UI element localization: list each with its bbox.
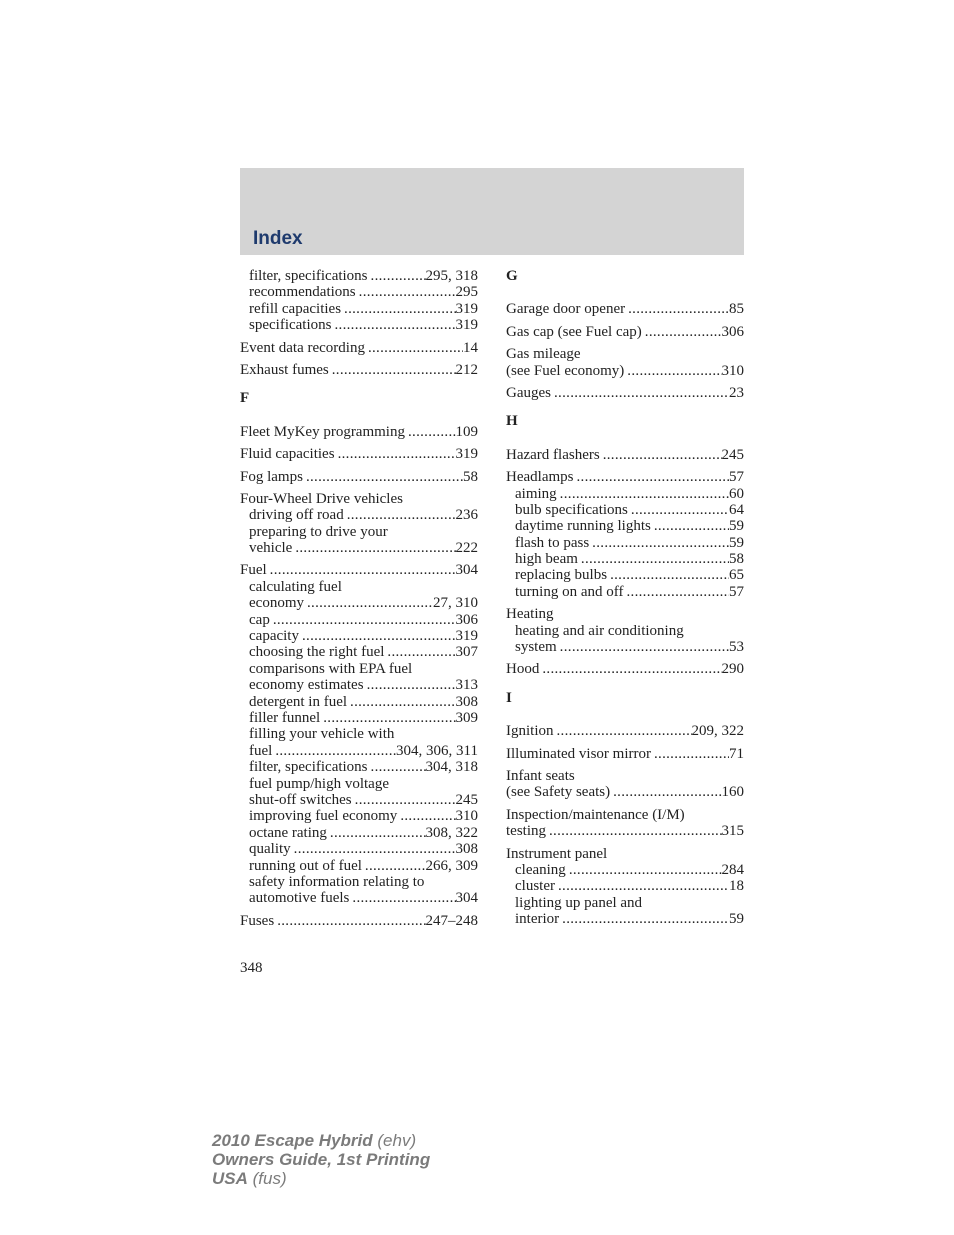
index-entry [240, 562, 478, 906]
entry-page-ref: 313 [455, 677, 478, 694]
index-entry [506, 661, 744, 677]
index-subentry-line [240, 694, 478, 710]
index-subentry-line [240, 644, 478, 660]
dot-leader [330, 825, 426, 841]
index-entry [240, 491, 478, 557]
entry-term: choosing the right fuel [249, 644, 385, 661]
index-section-letter: G [506, 268, 518, 284]
index-section-letter: F [240, 390, 250, 407]
index-subentry-line [240, 743, 478, 759]
entry-page-ref: 14 [463, 339, 478, 356]
index-entry [240, 913, 478, 929]
index-entry-line [506, 768, 744, 784]
index-subentry-line [240, 507, 478, 523]
dot-leader [610, 567, 729, 583]
dot-leader [371, 268, 426, 284]
index-subentry-line [240, 759, 478, 775]
entry-page-ref: 212 [455, 361, 478, 378]
entry-page-ref: 304 [455, 562, 478, 579]
index-entry-line [240, 340, 478, 356]
index-subentry-line [240, 661, 478, 677]
index-subentry-line [506, 862, 744, 878]
index-column-left [240, 268, 478, 935]
dot-leader [338, 446, 456, 462]
entry-page-ref: 58 [463, 468, 478, 485]
entry-term: comparisons with EPA fuel [249, 660, 413, 677]
entry-page-ref: 309 [455, 709, 478, 726]
index-section-letter: I [506, 689, 512, 706]
entry-page-ref: 290 [721, 661, 744, 678]
entry-page-ref: 308 [455, 693, 478, 710]
index-subentry-line [240, 628, 478, 644]
entry-term: economy [249, 595, 304, 612]
entry-page-ref: 160 [721, 784, 744, 801]
dot-leader [275, 743, 396, 759]
index-entry [240, 446, 478, 462]
entry-page-ref: 307 [455, 644, 478, 661]
index-entry [506, 385, 744, 401]
index-entry [506, 723, 744, 739]
index-subentry-line [506, 895, 744, 911]
index-entry-line [506, 807, 744, 823]
index-entry-line [240, 469, 478, 485]
entry-term: Fuses [240, 912, 275, 929]
index-entry-line [506, 301, 744, 317]
index-subentry-line [240, 841, 478, 857]
entry-term: Fluid capacities [240, 446, 335, 463]
entry-page-ref: 245 [455, 791, 478, 808]
entry-page-ref: 310 [721, 362, 744, 379]
entry-page-ref: 319 [455, 446, 478, 463]
entry-term: fuel [249, 742, 273, 759]
index-entry-line [506, 324, 744, 340]
entry-term: Garage door opener [506, 301, 626, 318]
entry-term: daytime running lights [515, 518, 651, 535]
entry-page-ref: 306 [455, 611, 478, 628]
entry-term: detergent in fuel [249, 693, 348, 710]
entry-term: bulb specifications [515, 501, 628, 518]
index-subentry-line [506, 567, 744, 583]
index-subentry-line [506, 911, 744, 927]
entry-page-ref: 304 [455, 890, 478, 907]
entry-term: replacing bulbs [515, 567, 608, 584]
index-subentry-line [506, 878, 744, 894]
entry-page-ref: 59 [729, 911, 744, 928]
entry-page-ref: 58 [729, 551, 744, 568]
index-entry-line [506, 723, 744, 739]
entry-page-ref: 295, 318 [425, 268, 478, 284]
entry-term: Illuminated visor mirror [506, 745, 651, 762]
entry-term: Fog lamps [240, 468, 303, 485]
index-subentry-line [240, 677, 478, 693]
dot-leader [371, 759, 426, 775]
entry-term: interior [515, 911, 560, 928]
index-entry-line [240, 446, 478, 462]
index-entry-line [240, 562, 478, 578]
dot-leader [592, 535, 729, 551]
dot-leader [334, 317, 455, 333]
index-entry-line [506, 846, 744, 862]
dot-leader [549, 823, 722, 839]
entry-term: Ignition [506, 723, 554, 740]
entry-term: economy estimates [249, 677, 364, 694]
entry-term: flash to pass [515, 534, 590, 551]
index-entry [506, 807, 744, 840]
dot-leader [603, 447, 722, 463]
footer-printing: Owners Guide, 1st Printing [212, 1150, 431, 1169]
index-entry [240, 340, 478, 356]
dot-leader [560, 486, 729, 502]
dot-leader [302, 628, 456, 644]
entry-term: Exhaust fumes [240, 361, 329, 378]
dot-leader [387, 644, 455, 660]
entry-term: Event data recording [240, 339, 365, 356]
entry-page-ref: 57 [729, 583, 744, 600]
entry-term: Hood [506, 661, 540, 678]
entry-term: specifications [249, 317, 332, 334]
entry-term: Fuel [240, 562, 267, 579]
entry-term: lighting up panel and [515, 894, 643, 911]
index-entry-line [506, 606, 744, 622]
dot-leader [569, 862, 722, 878]
entry-term: system [515, 639, 557, 656]
entry-term: filler funnel [249, 709, 321, 726]
dot-leader [627, 363, 721, 379]
dot-leader [558, 878, 729, 894]
index-section-letter: H [506, 413, 518, 430]
index-subentry-line [506, 518, 744, 534]
entry-term: improving fuel economy [249, 808, 398, 825]
entry-term: Gas mileage [506, 346, 581, 363]
index-subentry-line [240, 726, 478, 742]
index-subentry-line [506, 584, 744, 600]
dot-leader [542, 661, 721, 677]
dot-leader [654, 746, 729, 762]
index-entry-line [506, 363, 744, 379]
dot-leader [295, 540, 455, 556]
index-entry [240, 424, 478, 440]
dot-leader [323, 710, 455, 726]
entry-page-ref: 64 [729, 501, 744, 518]
index-entry-line [506, 346, 744, 362]
dot-leader [367, 677, 456, 693]
dot-leader [270, 562, 456, 578]
dot-leader [645, 324, 722, 340]
index-entry [506, 846, 744, 928]
entry-page-ref: 18 [729, 878, 744, 895]
index-subentry-line [240, 858, 478, 874]
index-subentry-line [240, 825, 478, 841]
entry-page-ref: 209, 322 [691, 723, 744, 740]
dot-leader [631, 502, 729, 518]
dot-leader [350, 694, 455, 710]
entry-term: (see Fuel economy) [506, 362, 625, 379]
entry-term: testing [506, 823, 546, 840]
entry-page-ref: 315 [721, 823, 744, 840]
index-entry [506, 447, 744, 463]
index-subentry-line [240, 874, 478, 890]
entry-term: Gauges [506, 384, 551, 401]
index-subentry-line [240, 317, 478, 333]
entry-term: Headlamps [506, 469, 574, 486]
footer-market-code: (fus) [252, 1169, 287, 1188]
entry-term: octane rating [249, 824, 327, 841]
entry-term: fuel pump/high voltage [249, 775, 389, 792]
index-entry [506, 768, 744, 801]
dot-leader [306, 469, 463, 485]
index-subentry-line [240, 792, 478, 808]
dot-leader [557, 723, 692, 739]
index-subentry-line [506, 535, 744, 551]
index-entry-line [506, 784, 744, 800]
dot-leader [365, 858, 426, 874]
index-entry-line [506, 746, 744, 762]
dot-leader [355, 792, 456, 808]
dot-leader [359, 284, 456, 300]
entry-term: Hazard flashers [506, 446, 600, 463]
index-subentry-line [240, 540, 478, 556]
entry-page-ref: 59 [729, 534, 744, 551]
entry-term: preparing to drive your [249, 523, 388, 540]
entry-term: cap [249, 611, 270, 628]
entry-page-ref: 23 [729, 384, 744, 401]
entry-term: recommendations [249, 284, 356, 301]
index-subentry-line [240, 301, 478, 317]
entry-page-ref: 284 [721, 861, 744, 878]
entry-term: shut-off switches [249, 791, 352, 808]
entry-term: refill capacities [249, 300, 342, 317]
page-number: 348 [240, 960, 263, 976]
entry-term: running out of fuel [249, 857, 362, 874]
index-entry [240, 469, 478, 485]
index-entry-line [506, 447, 744, 463]
entry-term: (see Safety seats) [506, 784, 611, 801]
index-entry [240, 362, 478, 378]
index-entry [506, 301, 744, 317]
dot-leader [654, 518, 729, 534]
entry-page-ref: 266, 309 [425, 857, 478, 874]
dot-leader [408, 424, 456, 440]
index-entry [506, 346, 744, 379]
entry-page-ref: 319 [455, 628, 478, 645]
entry-term: heating and air conditioning [515, 622, 684, 639]
entry-page-ref: 53 [729, 639, 744, 656]
entry-term: filter, specifications [249, 268, 368, 284]
entry-page-ref: 308 [455, 841, 478, 858]
index-entry [506, 746, 744, 762]
index-entry-line [506, 469, 744, 485]
dot-leader [554, 385, 729, 401]
index-subentry-line [240, 284, 478, 300]
entry-page-ref: 319 [455, 317, 478, 334]
index-subentry-line [240, 808, 478, 824]
dot-leader [352, 890, 455, 906]
entry-term: Inspection/maintenance (I/M) [506, 806, 685, 823]
footer-edition-info [212, 1131, 430, 1188]
entry-term: Fleet MyKey programming [240, 423, 405, 440]
entry-term: vehicle [249, 540, 293, 557]
entry-page-ref: 295 [455, 284, 478, 301]
entry-term: safety information relating to [249, 873, 425, 890]
entry-page-ref: 27, 310 [433, 595, 478, 612]
entry-page-ref: 306 [721, 323, 744, 340]
index-entry-line [240, 491, 478, 507]
footer-model: 2010 Escape Hybrid [212, 1131, 373, 1150]
dot-leader [628, 301, 729, 317]
entry-term: filter, specifications [249, 759, 368, 776]
index-entry [240, 268, 478, 334]
header-band [240, 168, 744, 255]
dot-leader [347, 507, 456, 523]
index-entry-line [240, 913, 478, 929]
entry-term: automotive fuels [249, 890, 350, 907]
index-subentry-line [240, 890, 478, 906]
index-entry-line [240, 424, 478, 440]
entry-page-ref: 59 [729, 518, 744, 535]
dot-leader [294, 841, 456, 857]
dot-leader [332, 362, 456, 378]
entry-page-ref: 304, 318 [425, 759, 478, 776]
index-entry [506, 469, 744, 600]
entry-term: filling your vehicle with [249, 726, 395, 743]
entry-term: Heating [506, 606, 554, 623]
index-subentry-line [506, 551, 744, 567]
entry-page-ref: 245 [721, 446, 744, 463]
dot-leader [368, 340, 463, 356]
index-entry-line [506, 823, 744, 839]
entry-term: cluster [515, 878, 555, 895]
footer-market: USA [212, 1169, 248, 1188]
dot-leader [613, 784, 721, 800]
index-subentry-line [240, 612, 478, 628]
entry-page-ref: 308, 322 [425, 824, 478, 841]
entry-term: high beam [515, 551, 578, 568]
dot-leader [400, 808, 455, 824]
entry-term: aiming [515, 485, 557, 502]
index-subentry-line [240, 710, 478, 726]
entry-page-ref: 60 [729, 485, 744, 502]
entry-page-ref: 310 [455, 808, 478, 825]
entry-term: Instrument panel [506, 845, 608, 862]
entry-page-ref: 85 [729, 301, 744, 318]
entry-term: Four-Wheel Drive vehicles [240, 490, 403, 507]
index-subentry-line [506, 623, 744, 639]
entry-page-ref: 222 [455, 540, 478, 557]
dot-leader [581, 551, 729, 567]
dot-leader [576, 469, 729, 485]
entry-page-ref: 247–248 [425, 912, 478, 929]
dot-leader [626, 584, 729, 600]
dot-leader [277, 913, 425, 929]
dot-leader [307, 595, 433, 611]
entry-term: Infant seats [506, 767, 575, 784]
entry-term: Gas cap (see Fuel cap) [506, 323, 642, 340]
page-title: Index [253, 228, 303, 249]
index-subentry-line [240, 595, 478, 611]
index-subentry-line [506, 502, 744, 518]
footer-model-code: (ehv) [377, 1131, 417, 1150]
entry-term: driving off road [249, 507, 344, 524]
dot-leader [562, 911, 729, 927]
index-subentry-line [506, 486, 744, 502]
entry-term: quality [249, 841, 291, 858]
entry-term: cleaning [515, 861, 566, 878]
entry-page-ref: 319 [455, 300, 478, 317]
entry-page-ref: 71 [729, 745, 744, 762]
entry-page-ref: 65 [729, 567, 744, 584]
dot-leader [344, 301, 455, 317]
entry-page-ref: 109 [455, 423, 478, 440]
index-column-right [506, 268, 744, 934]
dot-leader [560, 639, 729, 655]
entry-page-ref: 236 [455, 507, 478, 524]
index-entry-line [506, 385, 744, 401]
entry-term: calculating fuel [249, 578, 342, 595]
index-entry-line [240, 362, 478, 378]
index-entry [506, 606, 744, 655]
index-subentry-line [240, 579, 478, 595]
entry-term: capacity [249, 628, 299, 645]
index-entry [506, 324, 744, 340]
entry-page-ref: 304, 306, 311 [396, 742, 478, 759]
index-subentry-line [240, 524, 478, 540]
entry-term: turning on and off [515, 583, 624, 600]
entry-page-ref: 57 [729, 469, 744, 486]
index-entry-line [506, 661, 744, 677]
index-subentry-line [240, 268, 478, 284]
index-subentry-line [506, 639, 744, 655]
dot-leader [273, 612, 456, 628]
index-subentry-line [240, 776, 478, 792]
